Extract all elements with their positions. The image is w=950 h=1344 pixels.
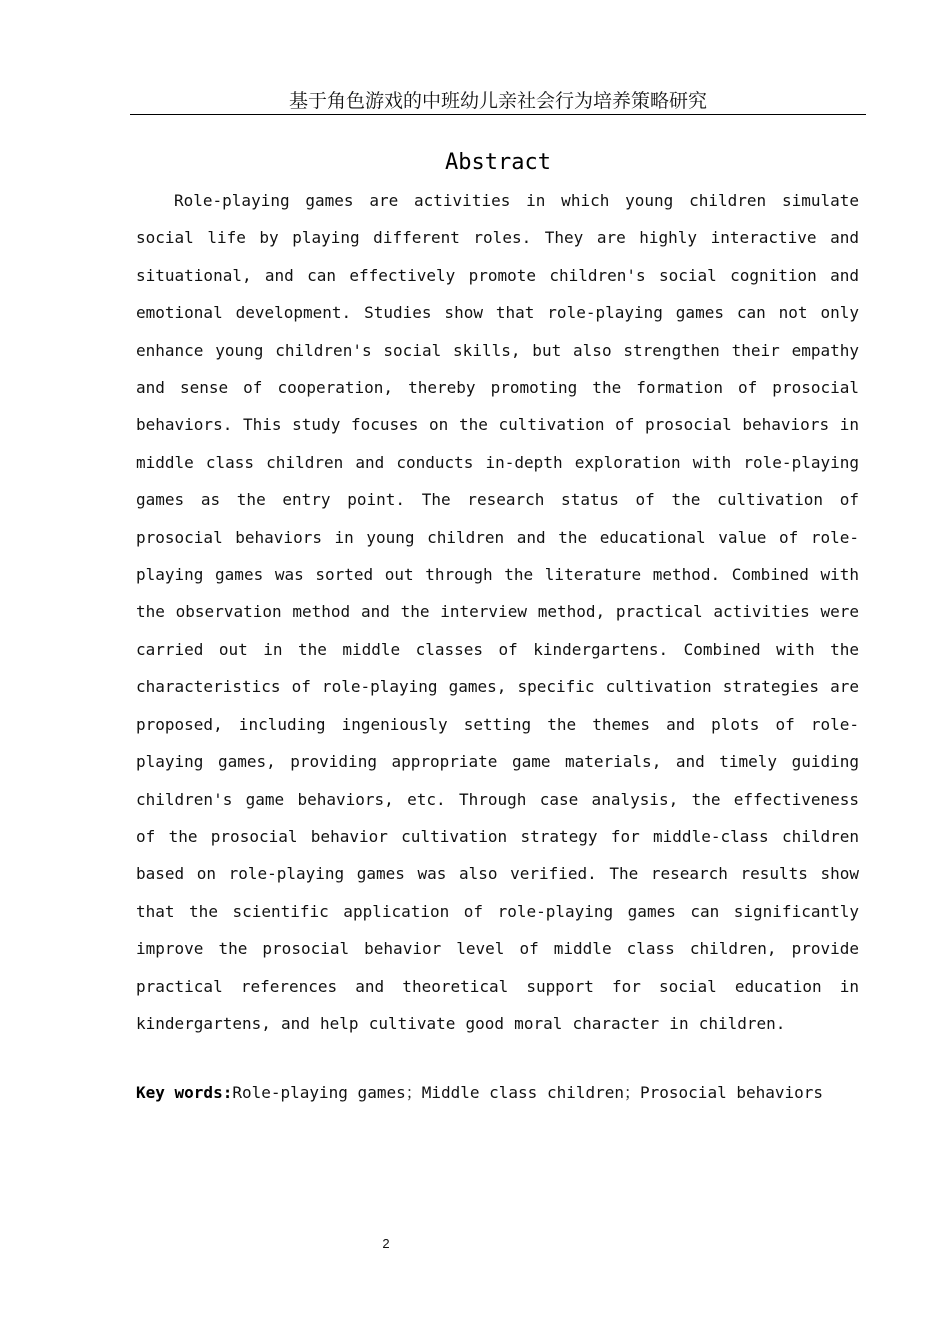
page-number: 2 <box>382 1236 390 1251</box>
abstract-title: Abstract <box>445 150 551 175</box>
keywords-text: Role-playing games；Middle class children；Prosocial behaviors <box>232 1083 824 1102</box>
abstract-body: Role-playing games are activities in which young children simulate social life by playing different roles. They are highly interactive and situational, and can effectively promote children's social cognition and emotional development. Studies show that role-playing games can not only enhance young children's social skills, but also strengthen their empathy and sense of cooperation, thereby promoting the formation of prosocial behaviors. This study focuses on the cultivation of prosocial behaviors in middle class children and conducts in-depth exploration with role-playing games as the entry point. The research status of the cultivation of prosocial behaviors in young children and the educational value of role-playing games was sorted out through the literature method. Combined with the observation method and the interview method, practical activities were carried out in the middle classes of kindergartens. Combined with the characteristics of role-playing games, specific cultivation strategies are proposed, including ingeniously setting the themes and plots of role-playing games, providing appropriate game materials, and timely guiding children's game behaviors, etc. Through case analysis, the effectiveness of the prosocial behavior cultivation strategy for middle-class children based on role-playing games was also verified. The research results show that the scientific application of role-playing games can significantly improve the prosocial behavior level of middle class children, provide practical references and theoretical support for social education in kindergartens, and help cultivate good moral character in children. <box>136 191 859 1033</box>
keywords-label: Key words: <box>136 1083 233 1102</box>
keywords-line <box>136 1078 876 1108</box>
running-header-title: 基于角色游戏的中班幼儿亲社会行为培养策略研究 <box>288 90 707 112</box>
header-divider <box>130 114 866 115</box>
